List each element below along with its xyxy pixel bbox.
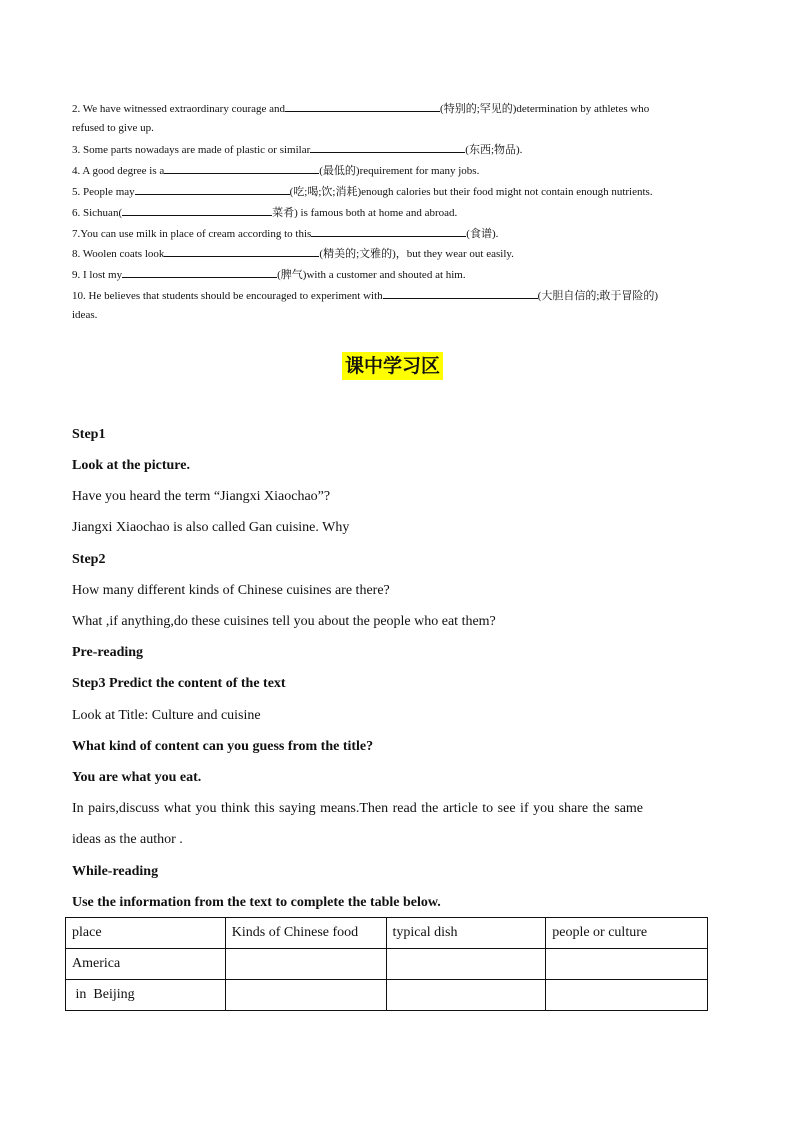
question-kinds: How many different kinds of Chinese cuisines are there? xyxy=(72,583,390,598)
question-guess: What kind of content can you guess from the title? xyxy=(72,739,374,754)
exercise-8 xyxy=(72,245,514,261)
table-cell[interactable] xyxy=(386,949,546,980)
table-cell: in Beijing xyxy=(66,980,226,1011)
while-reading-heading: While-reading xyxy=(72,864,159,879)
exercise-text: 6. Sichuan( xyxy=(72,207,123,219)
exercise-text: determination by athletes who xyxy=(516,103,650,115)
exercise-text: 3. Some parts nowadays are made of plastic or similar xyxy=(72,144,311,156)
answer-blank[interactable] xyxy=(164,245,319,257)
exercise-text: is famous both at home and abroad. xyxy=(297,207,458,219)
exercise-text: with a customer and shouted at him. xyxy=(306,269,466,281)
table-header-cell: Kinds of Chinese food xyxy=(225,918,386,949)
table-header-cell: place xyxy=(66,918,226,949)
exercise-4 xyxy=(72,162,479,178)
table-cell[interactable] xyxy=(225,949,386,980)
look-picture-heading: Look at the picture. xyxy=(72,458,190,473)
exercise-hint: 菜肴) xyxy=(272,207,298,219)
exercise-hint: (精美的;文雅的)， xyxy=(319,248,407,260)
exercise-5 xyxy=(72,183,653,199)
table-header-cell: typical dish xyxy=(386,918,546,949)
exercise-9 xyxy=(72,266,466,282)
exercise-text: 7.You can use milk in place of cream according to this xyxy=(72,228,312,240)
answer-blank[interactable] xyxy=(383,287,538,299)
exercise-text: 5. People may xyxy=(72,186,135,198)
exercise-text: 4. A good degree is a xyxy=(72,165,165,177)
answer-blank[interactable] xyxy=(285,100,440,112)
pairs-instruction-continued: ideas as the author . xyxy=(72,832,183,847)
exercise-10-continued xyxy=(72,308,97,322)
question-gan-cuisine: Jiangxi Xiaochao is also called Gan cuisine. Why xyxy=(72,520,350,535)
table-instruction: Use the information from the text to complete the table below. xyxy=(72,895,441,910)
table-cell: America xyxy=(66,949,226,980)
exercise-2 xyxy=(72,100,649,116)
answer-blank[interactable] xyxy=(122,266,277,278)
exercise-3 xyxy=(72,141,522,157)
pairs-instruction: In pairs,discuss what you think this saying means.Then read the article to see if you share the same xyxy=(72,801,644,816)
exercise-7 xyxy=(72,225,498,241)
exercise-10 xyxy=(72,287,658,303)
exercise-hint: (东西;物品). xyxy=(465,144,523,156)
table-cell[interactable] xyxy=(225,980,386,1011)
saying-heading: You are what you eat. xyxy=(72,770,202,785)
table-header-cell: people or culture xyxy=(546,918,708,949)
exercise-text: ideas. xyxy=(72,309,98,321)
exercise-text: but they wear out easily. xyxy=(406,248,514,260)
exercise-hint: (吃;喝;饮;消耗) xyxy=(289,186,362,198)
exercise-text: refused to give up. xyxy=(72,122,154,134)
table-row xyxy=(66,949,708,980)
exercise-text: 10. He believes that students should be encouraged to experiment with xyxy=(72,290,383,302)
pre-reading-heading: Pre-reading xyxy=(72,645,144,660)
exercise-text: 8. Woolen coats look xyxy=(72,248,165,260)
answer-blank[interactable] xyxy=(310,141,465,153)
answer-blank[interactable] xyxy=(135,183,290,195)
exercise-hint: (特别的;罕见的) xyxy=(440,103,517,115)
question-term: Have you heard the term “Jiangxi Xiaochao”? xyxy=(72,489,331,504)
answer-blank[interactable] xyxy=(122,204,272,216)
step1-heading: Step1 xyxy=(72,427,106,442)
exercise-hint: (大胆自信的;敢于冒险的) xyxy=(537,290,659,302)
exercise-hint: (最低的) xyxy=(319,165,360,177)
step2-heading: Step2 xyxy=(72,552,106,567)
culture-cuisine-table xyxy=(65,917,708,1011)
table-cell[interactable] xyxy=(546,949,708,980)
exercise-text: enough calories but their food might not contain enough nutrients. xyxy=(361,186,653,198)
exercise-text: requirement for many jobs. xyxy=(359,165,480,177)
table-cell[interactable] xyxy=(546,980,708,1011)
table-cell[interactable] xyxy=(386,980,546,1011)
section-title: 课中学习区 xyxy=(342,352,443,380)
step3-heading: Step3 Predict the content of the text xyxy=(72,676,286,691)
answer-blank[interactable] xyxy=(164,162,319,174)
exercise-hint: (食谱). xyxy=(466,228,499,240)
answer-blank[interactable] xyxy=(311,225,466,237)
question-what-cuisines-tell: What ,if anything,do these cuisines tell you about the people who eat them? xyxy=(72,614,496,629)
exercise-text: 9. I lost my xyxy=(72,269,123,281)
look-at-title: Look at Title: Culture and cuisine xyxy=(72,708,261,723)
exercise-2-continued xyxy=(72,121,154,135)
exercise-text: 2. We have witnessed extraordinary courage and xyxy=(72,103,286,115)
exercise-hint: (脾气) xyxy=(277,269,307,281)
exercise-6 xyxy=(72,204,457,220)
table-header-row xyxy=(66,918,708,949)
table-row xyxy=(66,980,708,1011)
